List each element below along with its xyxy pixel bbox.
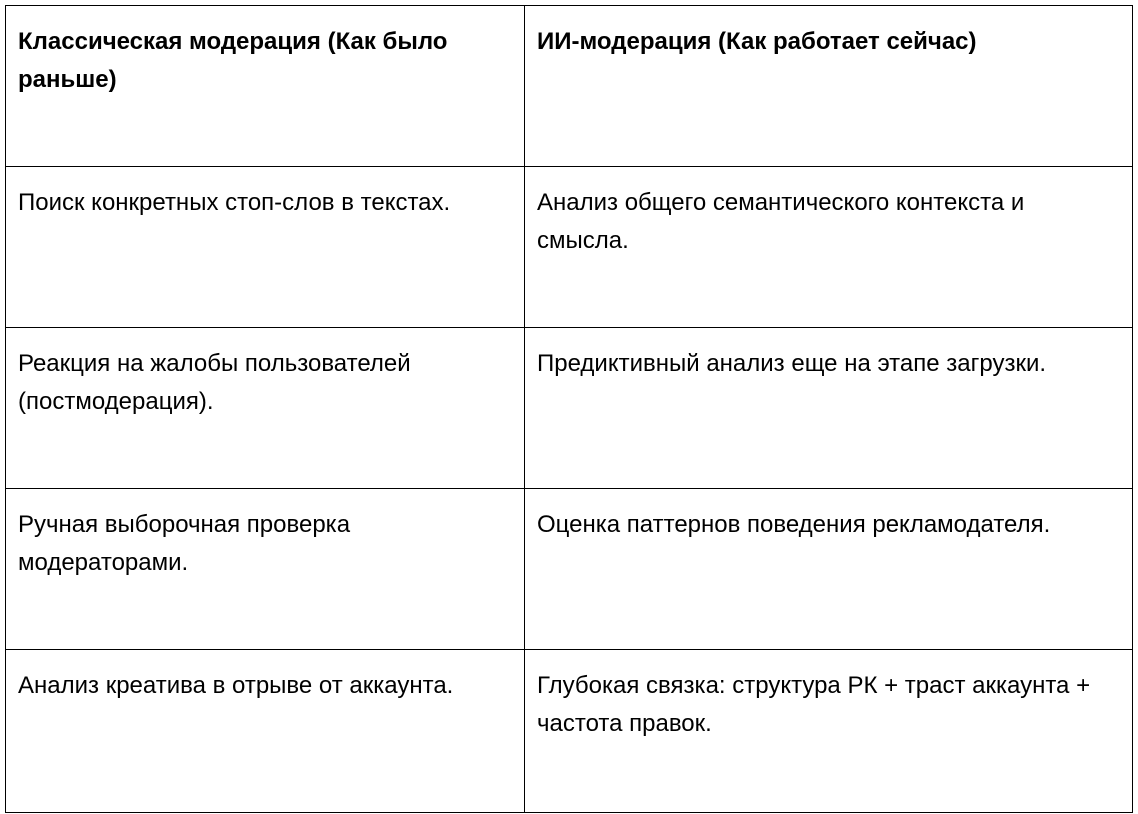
comparison-table (5, 5, 1133, 813)
header-classic-moderation: Классическая модерация (Как было раньше) (6, 6, 525, 167)
table-cell: Ручная выборочная проверка модераторами. (6, 489, 525, 650)
table-cell: Поиск конкретных стоп-слов в текстах. (6, 167, 525, 328)
table-row (6, 328, 1133, 489)
table-cell: Анализ общего семантического контекста и смысла. (525, 167, 1133, 328)
table-row (6, 489, 1133, 650)
table-cell: Оценка паттернов поведения рекламодателя. (525, 489, 1133, 650)
table-cell: Предиктивный анализ еще на этапе загрузки. (525, 328, 1133, 489)
table-row (6, 167, 1133, 328)
table-cell: Анализ креатива в отрыве от аккаунта. (6, 650, 525, 813)
table-header-row (6, 6, 1133, 167)
table-cell: Глубокая связка: структура РК + траст аккаунта + частота правок. (525, 650, 1133, 813)
header-ai-moderation: ИИ-модерация (Как работает сейчас) (525, 6, 1133, 167)
table-cell: Реакция на жалобы пользователей (постмодерация). (6, 328, 525, 489)
table-row (6, 650, 1133, 813)
